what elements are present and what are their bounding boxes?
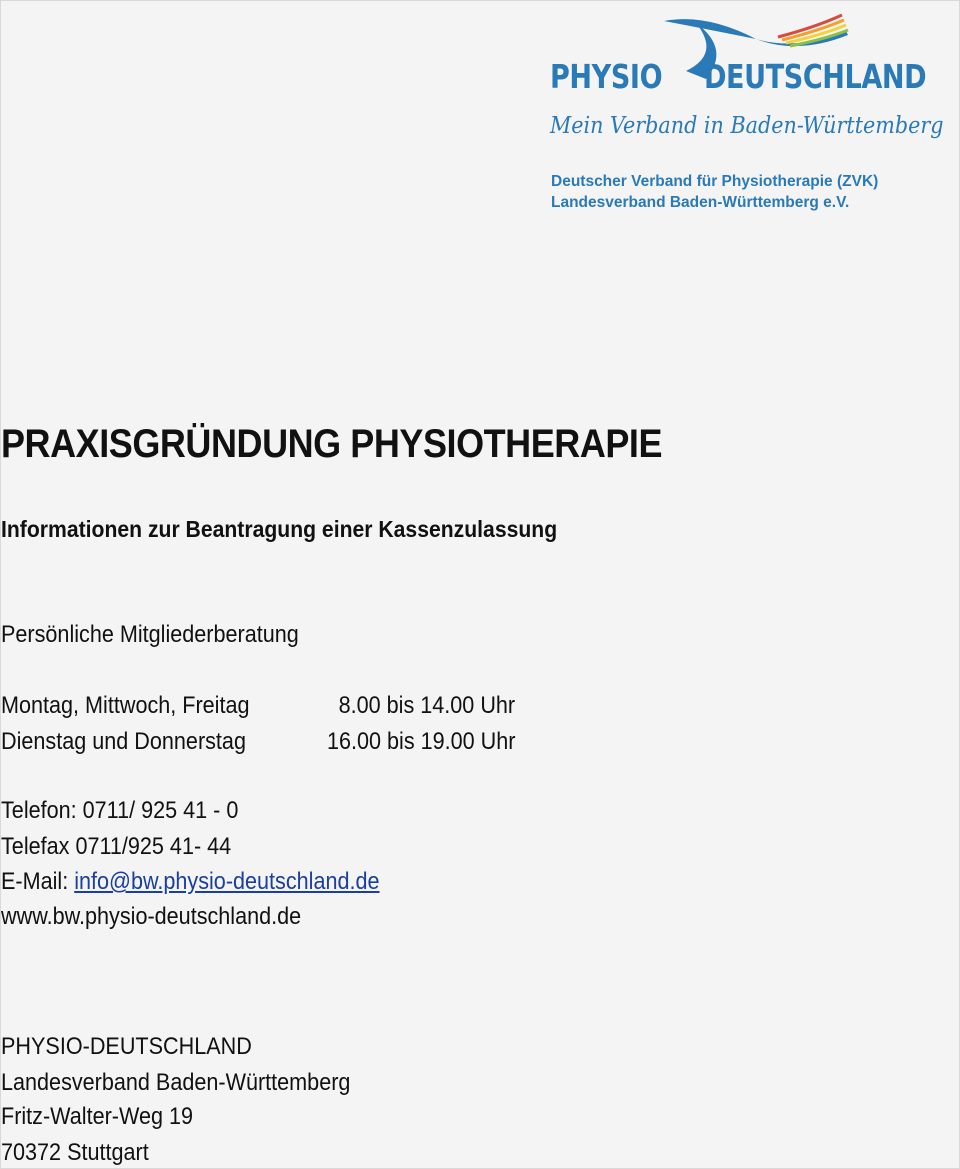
phone-number: Telefon: 0711/ 925 41 - 0 xyxy=(1,797,239,824)
organization-block xyxy=(551,171,878,213)
hours-days-1: Montag, Mittwoch, Freitag xyxy=(1,692,250,719)
email-label: E-Mail: xyxy=(1,868,75,895)
logo-tagline: Mein Verband in Baden-Württemberg xyxy=(550,113,944,139)
document-subtitle: Informationen zur Beantragung einer Kassenzulassung xyxy=(1,516,558,542)
hours-time-1: 8.00 bis 14.00 Uhr xyxy=(338,692,515,719)
address-line-4: 70372 Stuttgart xyxy=(1,1139,149,1166)
logo-word-deutschland: DEUTSCHLAND xyxy=(704,57,927,96)
email-line xyxy=(1,868,380,896)
document-title: PRAXISGRÜNDUNG PHYSIOTHERAPIE xyxy=(1,422,663,466)
hours-time-2: 16.00 bis 19.00 Uhr xyxy=(326,728,515,755)
address-line-2: Landesverband Baden-Württemberg xyxy=(1,1069,351,1096)
hours-days-2: Dienstag und Donnerstag xyxy=(1,728,246,755)
organization-line-2: Landesverband Baden-Württemberg e.V. xyxy=(551,194,850,211)
email-link[interactable]: info@bw.physio-deutschland.de xyxy=(74,868,380,895)
consultation-heading: Persönliche Mitgliederberatung xyxy=(1,621,299,648)
address-line-1: PHYSIO-DEUTSCHLAND xyxy=(1,1033,252,1060)
logo-word-physio: PHYSIO xyxy=(550,57,663,96)
website: www.bw.physio-deutschland.de xyxy=(1,903,302,930)
fax-number: Telefax 0711/925 41- 44 xyxy=(1,833,232,860)
physio-deutschland-logo xyxy=(546,9,956,144)
address-line-3: Fritz-Walter-Weg 19 xyxy=(1,1103,194,1130)
organization-line-1: Deutscher Verband für Physiotherapie (ZVK) xyxy=(551,173,879,190)
